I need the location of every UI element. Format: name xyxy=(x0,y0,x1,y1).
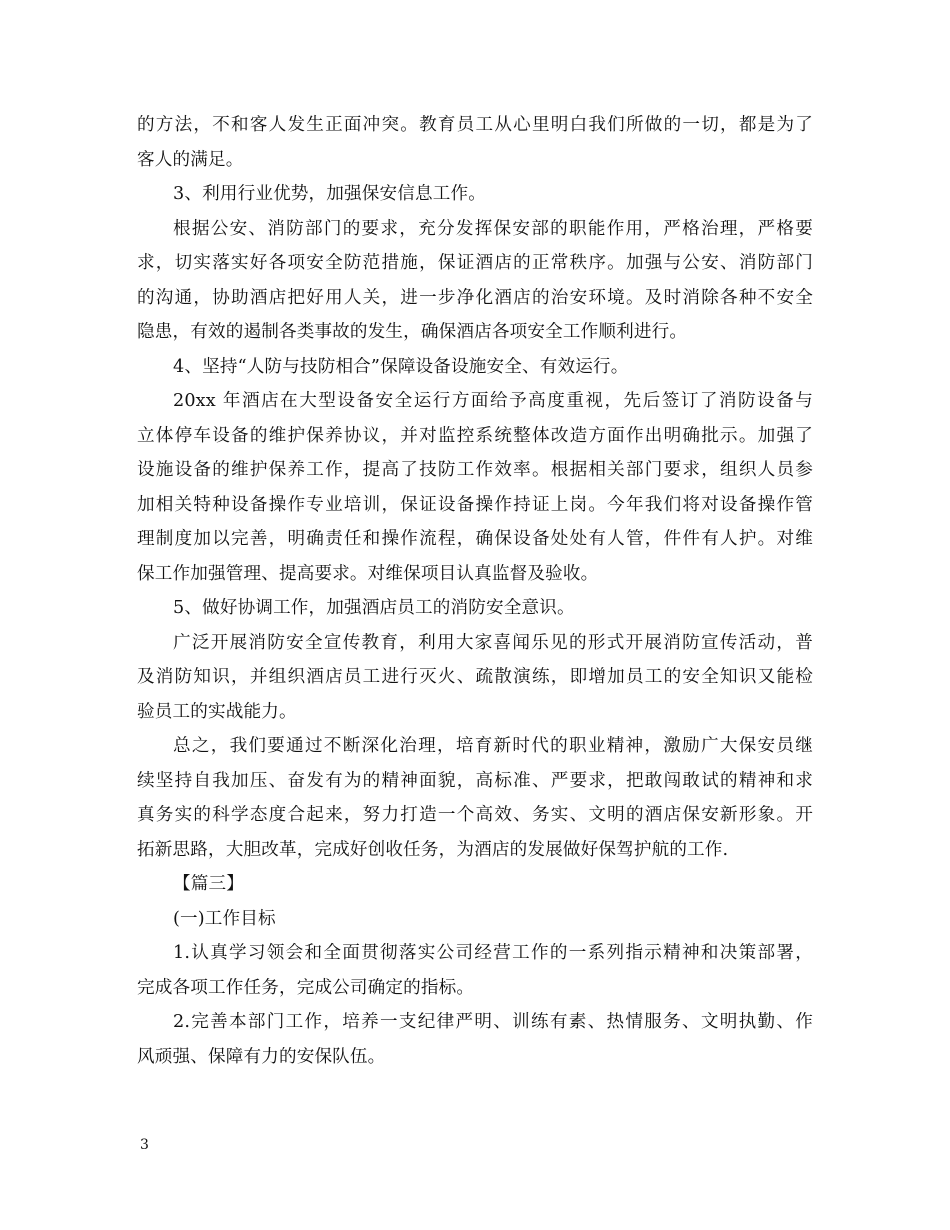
text-line: 完成各项工作任务，完成公司确定的指标。 xyxy=(137,977,475,998)
document-body xyxy=(137,108,813,1074)
text-line: 保工作加强管理、提高要求。对维保项目认真监督及验收。 xyxy=(137,563,599,584)
text-line: 理制度加以完善，明确责任和操作流程，确保设备处处有人管，件件有人护。对维 xyxy=(137,529,813,549)
section-heading: (一)工作目标 xyxy=(173,908,276,929)
text-line: 续坚持自我加压、奋发有为的精神面貌，高标准、严要求，把敢闯敢试的精神和求 xyxy=(137,770,813,791)
text-line: 根据公安、消防部门的要求，充分发挥保安部的职能作用，严格治理，严格要 xyxy=(173,218,813,239)
text-line: 广泛开展消防安全宣传教育，利用大家喜闻乐见的形式开展消防宣传活动，普 xyxy=(173,632,813,653)
text-line: 求，切实落实好各项安全防范措施，保证酒店的正常秩序。加强与公安、消防部门 xyxy=(137,253,813,273)
text-line: 真务实的科学态度合起来，努力打造一个高效、务实、文明的酒店保安新形象。开 xyxy=(137,805,813,825)
text-line: 及消防知识，并组织酒店员工进行灭火、疏散演练，即增加员工的安全知识又能检 xyxy=(137,667,813,687)
text-line: 总之，我们要通过不断深化治理，培育新时代的职业精神，激励广大保安员继 xyxy=(173,736,813,756)
page-number: 3 xyxy=(140,1137,149,1153)
section-heading: 3、利用行业优势，加强保安信息工作。 xyxy=(173,184,486,204)
text-line: 客人的满足。 xyxy=(137,149,244,170)
section-heading: 5、做好协调工作，加强酒店员工的消防安全意识。 xyxy=(173,598,575,618)
text-line: 加相关特种设备操作专业培训，保证设备操作持证上岗。今年我们将对设备操作管 xyxy=(137,494,813,515)
text-line: 隐患，有效的遏制各类事故的发生，确保酒店各项安全工作顺利进行。 xyxy=(137,322,688,342)
text-line: 的方法，不和客人发生正面冲突。教育员工从心里明白我们所做的一切，都是为了 xyxy=(137,115,813,135)
text-line: 20xx 年酒店在大型设备安全运行方面给予高度重视，先后签订了消防设备与 xyxy=(173,391,813,411)
chapter-heading: 【篇三】 xyxy=(173,874,244,894)
text-line: 的沟通，协助酒店把好用人关，进一步净化酒店的治安环境。及时消除各种不安全 xyxy=(137,287,813,308)
section-heading: 4、坚持“人防与技防相合”保障设备设施安全、有效运行。 xyxy=(173,356,629,377)
text-line: 验员工的实战能力。 xyxy=(137,701,297,722)
text-line: 拓新思路，大胆改革，完成好创收任务，为酒店的发展做好保驾护航的工作. xyxy=(137,839,729,860)
text-line: 2.完善本部门工作，培养一支纪律严明、训练有素、热情服务、文明执勤、作 xyxy=(173,1012,813,1032)
text-line: 风顽强、保障有力的安保队伍。 xyxy=(137,1046,386,1067)
text-line: 设施设备的维护保养工作，提高了技防工作效率。根据相关部门要求，组织人员参 xyxy=(137,460,813,480)
text-line: 1.认真学习领会和全面贯彻落实公司经营工作的一系列指示精神和决策部署， xyxy=(173,943,813,963)
text-line: 立体停车设备的维护保养协议，并对监控系统整体改造方面作出明确批示。加强了 xyxy=(137,425,813,446)
